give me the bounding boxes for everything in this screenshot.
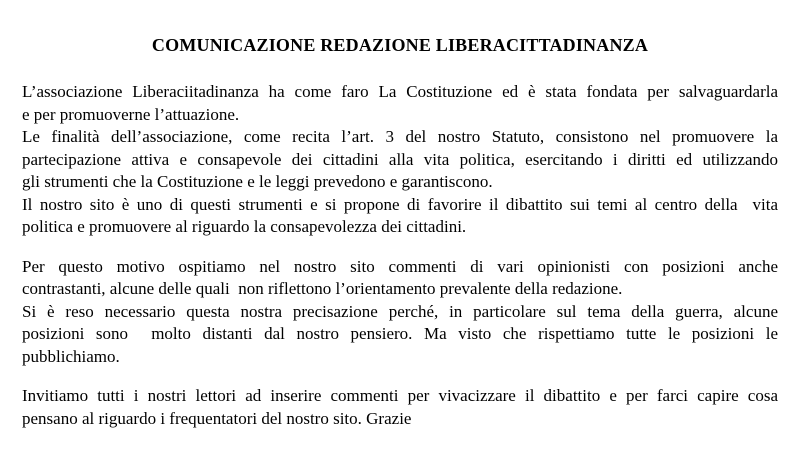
paragraph [22,385,778,430]
paragraph [22,301,778,369]
document-body [0,81,800,430]
text-line: Per questo motivo ospitiamo nel nostro sito commenti di vari opinionisti con posizioni anche [22,256,778,276]
text-line: posizioni sono molto distanti dal nostro pensiero. Ma visto che rispettiamo tutte le posizioni le [22,324,778,343]
text-line: contrastanti, alcune delle quali non riflettono l’orientamento prevalente della redazione. [22,279,623,298]
paragraph [22,194,778,239]
document-title: COMUNICAZIONE REDAZIONE LIBERACITTADINANZA [151,35,649,55]
text-line: L’associazione Liberaciitadinanza ha come faro La Costituzione ed è stata fondata per salvaguardarla [22,82,778,101]
text-line: Il nostro sito è uno di questi strumenti e si propone di favorire il dibattito sui temi al centro della vita [22,194,778,214]
paragraph-block [22,81,778,239]
text-line: gli strumenti che la Costituzione e le leggi prevedono e garantiscono. [22,172,493,191]
paragraph [22,256,778,301]
paragraph-block [22,385,778,430]
paragraph [22,126,778,194]
text-line: pensano al riguardo i frequentatori del nostro sito. Grazie [22,408,412,428]
text-line: partecipazione attiva e consapevole dei cittadini alla vita politica, esercitando i diritti ed utilizzando [22,149,778,169]
text-line: Si è reso necessario questa nostra precisazione perché, in particolare sul tema della guerra, alcune [22,301,778,321]
text-line: pubblichiamo. [22,346,120,366]
text-line: politica e promuovere al riguardo la consapevolezza dei cittadini. [22,217,467,236]
paragraph [22,81,778,126]
text-line: e per promuoverne l’attuazione. [22,104,240,124]
text-line: Le finalità dell’associazione, come recita l’art. 3 del nostro Statuto, consistono nel promuovere la [22,127,778,146]
paragraph-block [22,256,778,369]
text-line: Invitiamo tutti i nostri lettori ad inserire commenti per vivacizzare il dibattito e per farci capire cosa [22,386,778,405]
